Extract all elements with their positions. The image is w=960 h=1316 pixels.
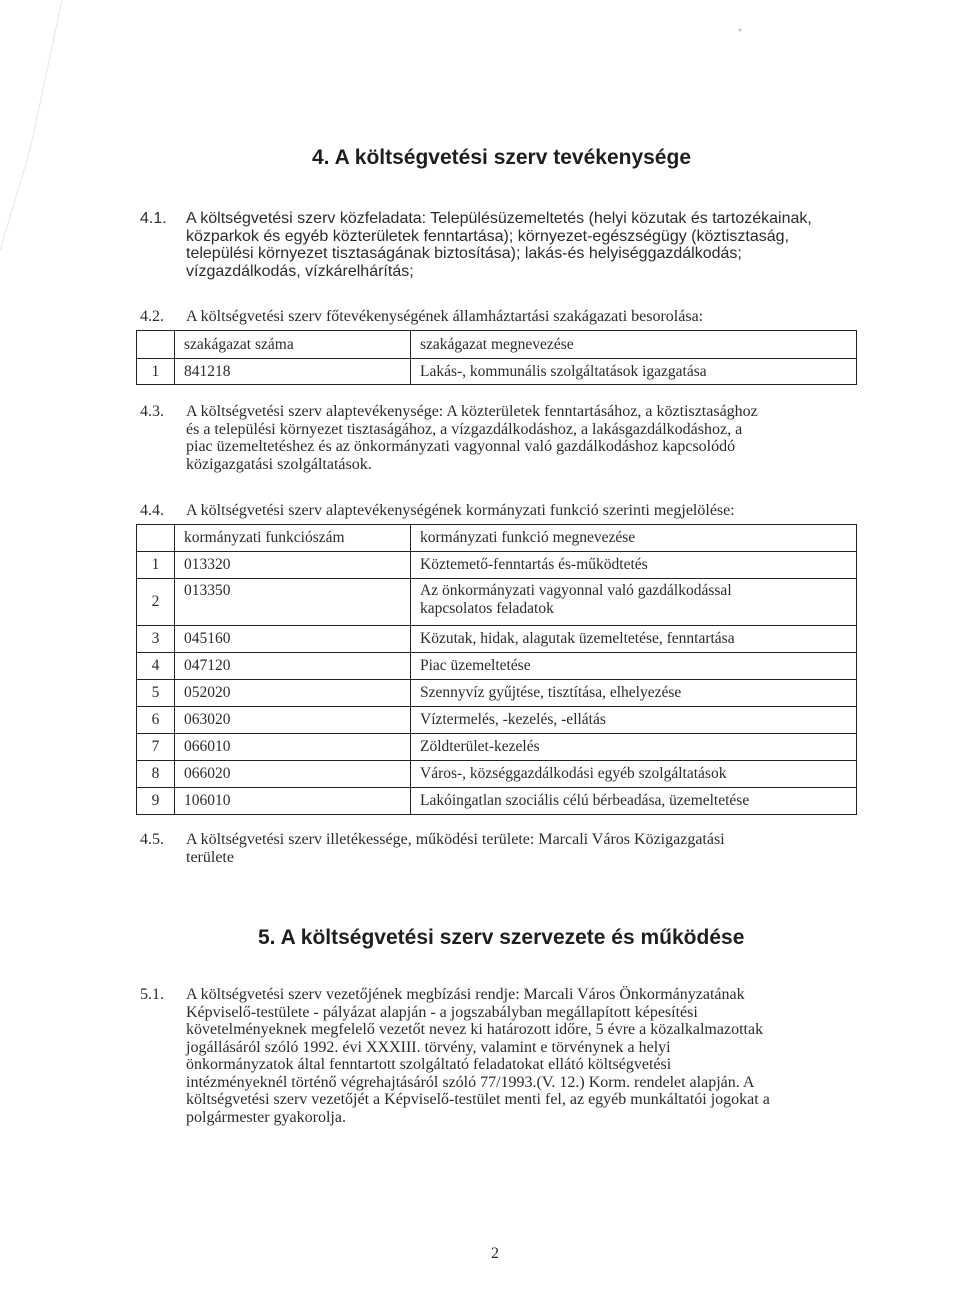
table-row [137, 761, 857, 788]
table-row [137, 734, 857, 761]
paragraph-line: A költségvetési szerv vezetőjének megbízási rendje: Marcali Város Önkormányzatának [186, 986, 745, 1003]
table-header-cell [137, 331, 175, 359]
table-cell: 013320 [175, 552, 411, 579]
table-cell: 052020 [175, 680, 411, 707]
table-header-cell [137, 525, 175, 552]
table-cell: 013350 [175, 579, 411, 626]
paragraph-line: költségvetési szerv vezetőjét a Képviselő-testület menti fel, az egyéb munkáltatói jogokat a [186, 1091, 770, 1108]
table-header-row [137, 331, 857, 359]
paragraph-line: vízgazdálkodás, vízkárelhárítás; [186, 262, 414, 280]
table-header-cell: kormányzati funkció megnevezése [411, 525, 857, 552]
paragraph-4-4-number: 4.4. [140, 502, 164, 519]
paragraph-5-1-number: 5.1. [140, 986, 164, 1003]
paragraph-line: közigazgatási szolgáltatások. [186, 455, 372, 473]
table-cell: Köztemető-fenntartás és-működtetés [411, 552, 857, 579]
scan-speck [730, 20, 750, 40]
table-cell: Város-, községgazdálkodási egyéb szolgáltatások [411, 761, 857, 788]
paragraph-line: közparkok és egyéb közterületek fenntartása); környezet-egészségügy (köztisztaság, [186, 227, 789, 245]
paragraph-4-1 [186, 210, 872, 280]
table-cell: 6 [137, 707, 175, 734]
paragraph-line: területe [186, 848, 234, 866]
table-cell: Lakóingatlan szociális célú bérbeadása, üzemeltetése [411, 788, 857, 815]
table-row [137, 626, 857, 653]
table-cell: 2 [137, 579, 175, 626]
table-row [137, 552, 857, 579]
table-cell: 9 [137, 788, 175, 815]
paragraph-5-1 [186, 986, 852, 1126]
table-cell: 1 [137, 552, 175, 579]
paragraph-4-5 [186, 831, 852, 866]
table-cell: Víztermelés, -kezelés, -ellátás [411, 707, 857, 734]
table-cell: 063020 [175, 707, 411, 734]
table-cell [411, 579, 857, 626]
paragraph-line: A költségvetési szerv illetékessége, működési területe: Marcali Város Közigazgatási [186, 831, 725, 848]
table-cell-line: kapcsolatos feladatok [420, 600, 554, 617]
section-4-heading: 4. A költségvetési szerv tevékenysége [312, 146, 691, 169]
paragraph-line: és a települési környezet tisztaságához, a vízgazdálkodáshoz, a lakásgazdálkodáshoz, a [186, 420, 743, 438]
table-cell: 106010 [175, 788, 411, 815]
table-cell: Piac üzemeltetése [411, 653, 857, 680]
table-row [137, 579, 857, 626]
paragraph-line: követelményeknek megfelelő vezetőt nevez ki határozott időre, 5 évre a közalkalmazottak [186, 1021, 764, 1038]
paragraph-line: önkormányzatok által fenntartott szolgáltató feladatokat ellátó költségvetési [186, 1056, 672, 1073]
table-header-row [137, 525, 857, 552]
table-row [137, 653, 857, 680]
table-cell: Lakás-, kommunális szolgáltatások igazgatása [411, 359, 857, 385]
table-header-cell: szakágazat száma [175, 331, 411, 359]
paragraph-4-2-number: 4.2. [140, 308, 164, 325]
paragraph-line: települési környezet tisztaságának biztosítása); lakás-és helyiséggazdálkodás; [186, 245, 742, 262]
table-cell: 066010 [175, 734, 411, 761]
table-cell: 5 [137, 680, 175, 707]
table-cell: Zöldterület-kezelés [411, 734, 857, 761]
table-cell: Szennyvíz gyűjtése, tisztítása, elhelyezése [411, 680, 857, 707]
table-cell: 047120 [175, 653, 411, 680]
paragraph-4-3 [186, 403, 852, 473]
paragraph-line: Képviselő-testülete - pályázat alapján - a jogszabályban megállapított képesítési [186, 1003, 698, 1021]
table-cell: 4 [137, 653, 175, 680]
table-cell-line: Az önkormányzati vagyonnal való gazdálkodással [420, 582, 732, 599]
page-number: 2 [491, 1245, 499, 1262]
table-cell: 8 [137, 761, 175, 788]
table-row [137, 359, 857, 385]
table-row [137, 788, 857, 815]
paragraph-4-1-number: 4.1. [140, 210, 167, 227]
table-cell: 3 [137, 626, 175, 653]
szakagazat-table [136, 330, 857, 385]
scan-fold-mark [0, 0, 120, 420]
kormanyzati-funkcio-table [136, 524, 857, 815]
table-row [137, 680, 857, 707]
table-cell: 045160 [175, 626, 411, 653]
paragraph-line: jogállásáról szóló 1992. évi XXXIII. törvény, valamint e törvénynek a helyi [186, 1038, 671, 1056]
paragraph-4-4-text: A költségvetési szerv alaptevékenységének kormányzati funkció szerinti megjelölése: [186, 502, 735, 519]
table-cell: 066020 [175, 761, 411, 788]
table-row [137, 707, 857, 734]
paragraph-4-3-number: 4.3. [140, 403, 164, 420]
paragraph-line: piac üzemeltetéshez és az önkormányzati vagyonnal való gazdálkodáshoz kapcsolódó [186, 438, 736, 455]
table-header-cell: szakágazat megnevezése [411, 331, 857, 359]
paragraph-line: A költségvetési szerv közfeladata: Településüzemeltetés (helyi közutak és tartozékainak, [186, 210, 812, 227]
paragraph-4-5-number: 4.5. [140, 831, 164, 848]
table-cell: 841218 [175, 359, 411, 385]
table-cell: 7 [137, 734, 175, 761]
table-cell: 1 [137, 359, 175, 385]
paragraph-4-2-text: A költségvetési szerv főtevékenységének államháztartási szakágazati besorolása: [186, 308, 704, 325]
section-5-heading: 5. A költségvetési szerv szervezete és működése [258, 926, 745, 949]
paragraph-line: intézményeknél történő végrehajtásáról szóló 77/1993.(V. 12.) Korm. rendelet alapján. A [186, 1073, 755, 1091]
table-header-cell: kormányzati funkciószám [175, 525, 411, 552]
table-cell: Közutak, hidak, alagutak üzemeltetése, fenntartása [411, 626, 857, 653]
paragraph-line: polgármester gyakorolja. [186, 1108, 346, 1126]
paragraph-line: A költségvetési szerv alaptevékenysége: A közterületek fenntartásához, a köztisztasághoz [186, 403, 758, 420]
